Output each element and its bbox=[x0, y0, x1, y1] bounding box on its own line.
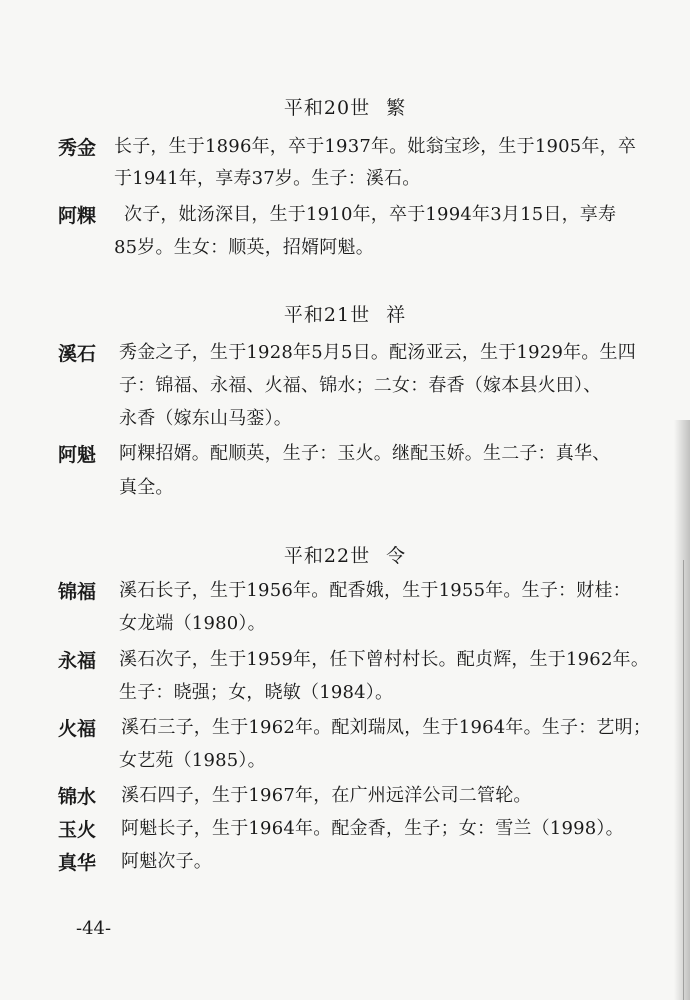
entry-line: 阿魁次子。 bbox=[121, 851, 212, 872]
entry-line: 生子：晓强；女，晓敏（1984）。 bbox=[119, 682, 394, 703]
entry-name: 玉火 bbox=[58, 819, 97, 841]
entry-name: 锦福 bbox=[58, 581, 97, 603]
scan-edge-shadow bbox=[674, 420, 690, 1000]
entry-name: 真华 bbox=[58, 852, 97, 874]
entry-name: 阿粿 bbox=[58, 205, 97, 227]
entry-name: 火福 bbox=[58, 718, 97, 740]
entry-line: 次子，妣汤深目，生于1910年，卒于1994年3月15日，享寿 bbox=[124, 204, 617, 225]
entry-line: 阿魁长子，生于1964年。配金香，生子；女：雪兰（1998）。 bbox=[121, 818, 624, 839]
entry-line: 真全。 bbox=[119, 477, 174, 498]
entry-name: 溪石 bbox=[58, 343, 97, 365]
generation-label: 平和20世 bbox=[283, 97, 371, 119]
entry-line: 溪石四子，生于1967年，在广州远洋公司二管轮。 bbox=[121, 785, 532, 806]
entry-line: 长子，生于1896年，卒于1937年。妣翁宝珍，生于1905年，卒 bbox=[114, 136, 637, 157]
section-heading bbox=[0, 93, 690, 120]
entry-line: 永香（嫁东山马銮）。 bbox=[119, 408, 292, 429]
generation-label: 平和22世 bbox=[283, 545, 371, 567]
entry-line: 阿粿招婿。配顺英，生子：玉火。继配玉娇。生二子：真华、 bbox=[119, 443, 611, 464]
entry-line: 子：锦福、永福、火福、锦水；二女：春香（嫁本县火田）、 bbox=[119, 375, 602, 396]
entry-name: 秀金 bbox=[58, 137, 97, 159]
scan-edge-line bbox=[683, 560, 684, 1000]
section-heading bbox=[0, 541, 690, 568]
entry-line: 85岁。生女：顺英，招婿阿魁。 bbox=[114, 237, 374, 258]
entry-line: 溪石次子，生于1959年，任下曾村村长。配贞辉，生于1962年。 bbox=[119, 649, 650, 670]
section-heading bbox=[0, 300, 690, 327]
generation-character: 令 bbox=[386, 545, 407, 567]
page-number: -44- bbox=[76, 918, 112, 939]
entry-line: 女艺苑（1985）。 bbox=[119, 750, 266, 771]
entry-line: 溪石长子，生于1956年。配香娥，生于1955年。生子：财桂： bbox=[119, 580, 631, 601]
entry-line: 溪石三子，生于1962年。配刘瑞凤，生于1964年。生子：艺明； bbox=[121, 717, 652, 738]
entry-name: 永福 bbox=[58, 650, 97, 672]
generation-character: 祥 bbox=[386, 304, 407, 326]
generation-character: 繁 bbox=[386, 97, 407, 119]
entry-line: 于1941年，享寿37岁。生子：溪石。 bbox=[114, 168, 421, 189]
generation-label: 平和21世 bbox=[283, 304, 371, 326]
entry-name: 锦水 bbox=[58, 786, 97, 808]
entry-line: 秀金之子，生于1928年5月5日。配汤亚云，生于1929年。生四 bbox=[119, 342, 636, 363]
entry-name: 阿魁 bbox=[58, 444, 97, 466]
entry-line: 女龙端（1980）。 bbox=[119, 613, 266, 634]
